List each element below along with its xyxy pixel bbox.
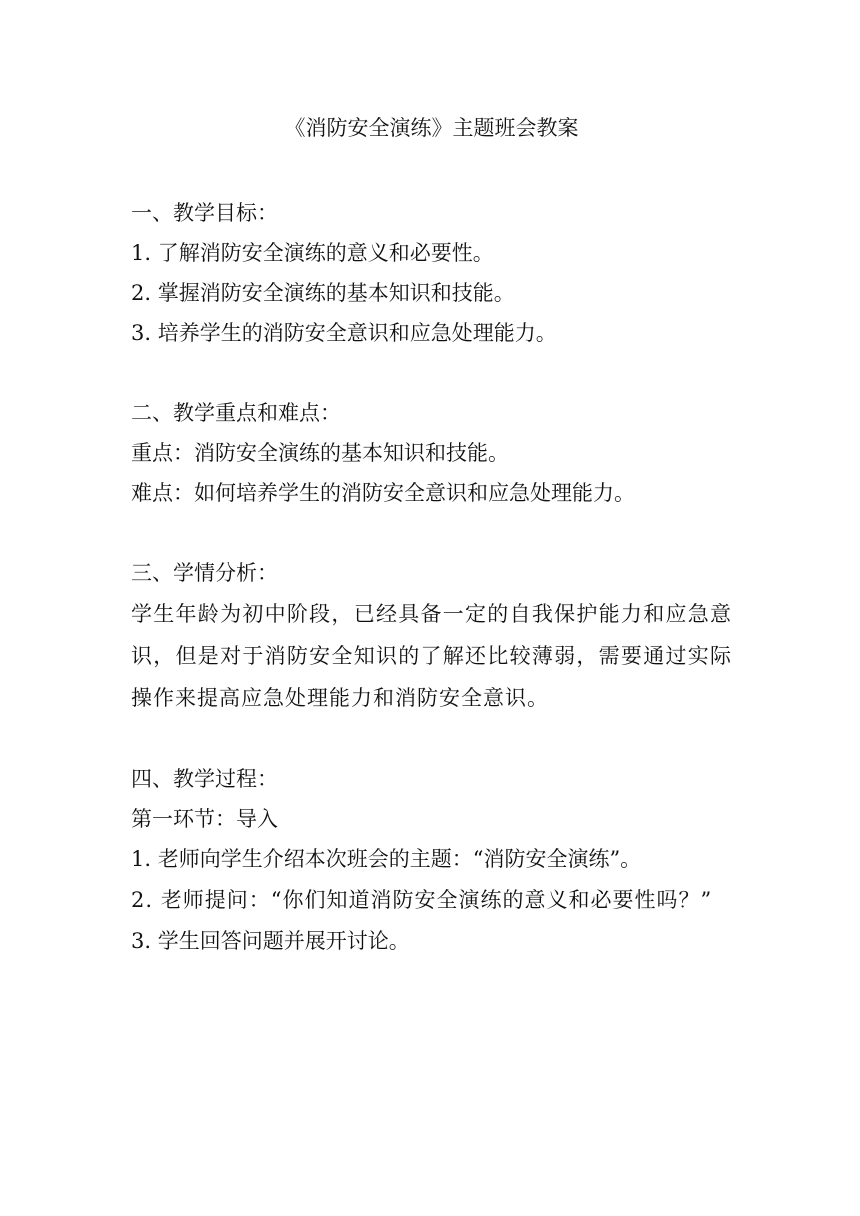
blank-line xyxy=(131,513,732,553)
section-key-points xyxy=(131,393,732,513)
blank-line xyxy=(131,719,732,759)
section-analysis xyxy=(131,553,732,719)
section-objectives xyxy=(131,193,732,353)
list-item: 1. 老师向学生介绍本次班会的主题：“消防安全演练”。 xyxy=(131,847,642,871)
list-item: 3. 学生回答问题并展开讨论。 xyxy=(131,929,410,953)
list-item: 1. 了解消防安全演练的意义和必要性。 xyxy=(131,241,494,265)
section-heading: 一、教学目标： xyxy=(131,201,278,225)
list-item: 2. 掌握消防安全演练的基本知识和技能。 xyxy=(131,281,515,305)
list-item: 重点：消防安全演练的基本知识和技能。 xyxy=(131,441,509,465)
document-title: 《消防安全演练》主题班会教案 xyxy=(284,116,579,140)
section-heading: 三、学情分析： xyxy=(131,561,278,585)
step-title: 第一环节：导入 xyxy=(131,807,278,831)
analysis-paragraph: 学生年龄为初中阶段，已经具备一定的自我保护能力和应急意识，但是对于消防安全知识的了解还比较薄弱，需要通过实际操作来提高应急处理能力和消防安全意识。 xyxy=(131,602,732,710)
section-heading: 二、教学重点和难点： xyxy=(131,401,341,425)
section-process xyxy=(131,759,732,961)
list-item: 2. 老师提问：“你们知道消防安全演练的意义和必要性吗？” xyxy=(131,888,713,912)
list-item: 3. 培养学生的消防安全意识和应急处理能力。 xyxy=(131,321,557,345)
list-item: 难点：如何培养学生的消防安全意识和应急处理能力。 xyxy=(131,481,635,505)
blank-line xyxy=(131,353,732,393)
section-heading: 四、教学过程： xyxy=(131,767,278,791)
